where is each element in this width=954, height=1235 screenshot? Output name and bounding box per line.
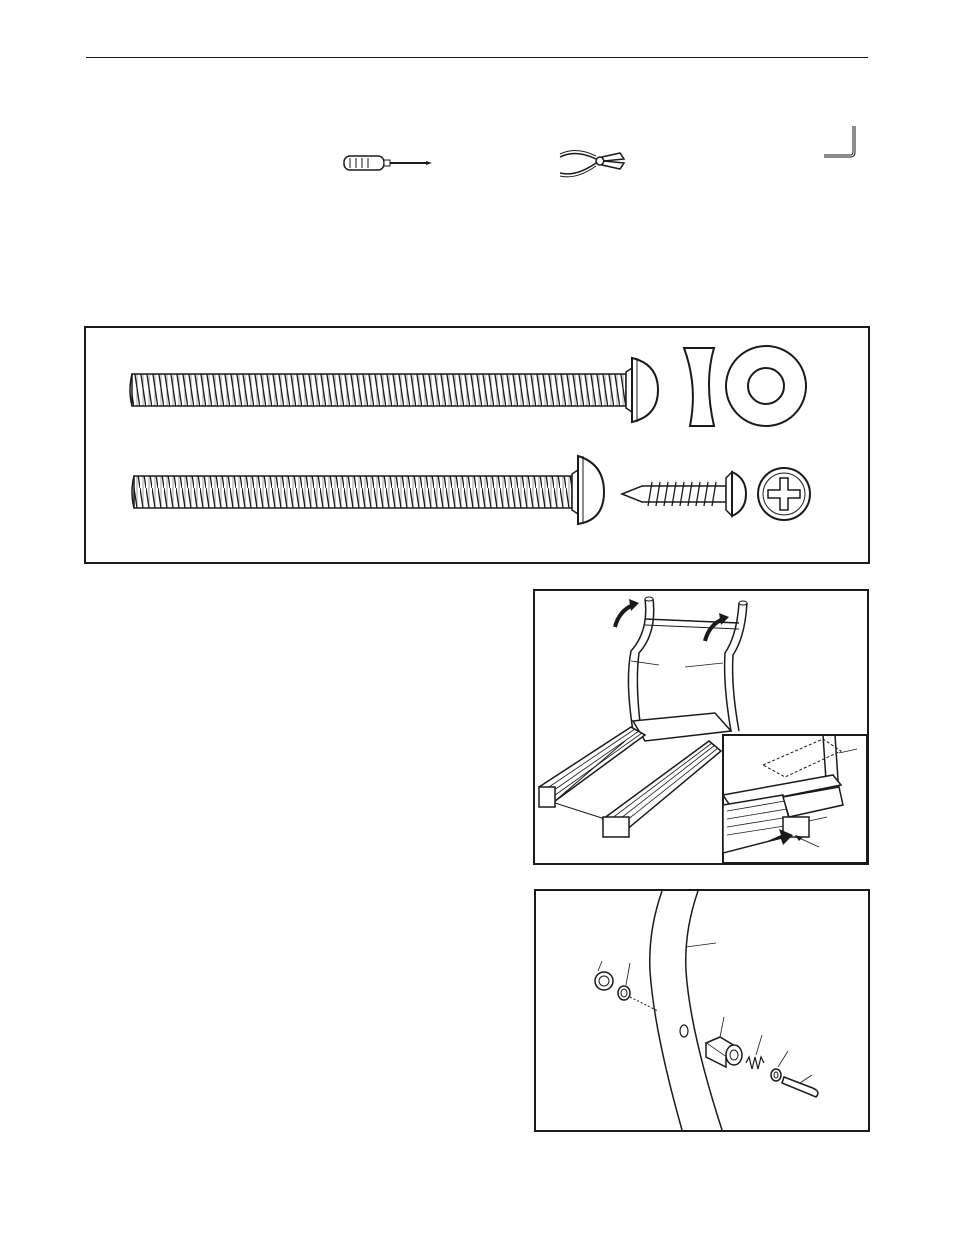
flat-washer-icon: [726, 346, 806, 426]
pliers-icon: [556, 145, 636, 181]
hex-key-icon: [818, 122, 864, 162]
hardware-identification-chart: [84, 326, 870, 564]
header-rule: [86, 57, 868, 58]
long-bolt-icon: [130, 358, 658, 422]
self-tapping-screw-icon: [622, 472, 746, 516]
long-bolt-2-icon: [132, 456, 604, 524]
upright-detail-inset: [723, 735, 867, 863]
screw-head-icon: [758, 468, 810, 520]
phillips-screwdriver-icon: [340, 150, 440, 178]
spacer-icon: [684, 348, 714, 426]
latch-assembly-figure: [534, 889, 870, 1132]
